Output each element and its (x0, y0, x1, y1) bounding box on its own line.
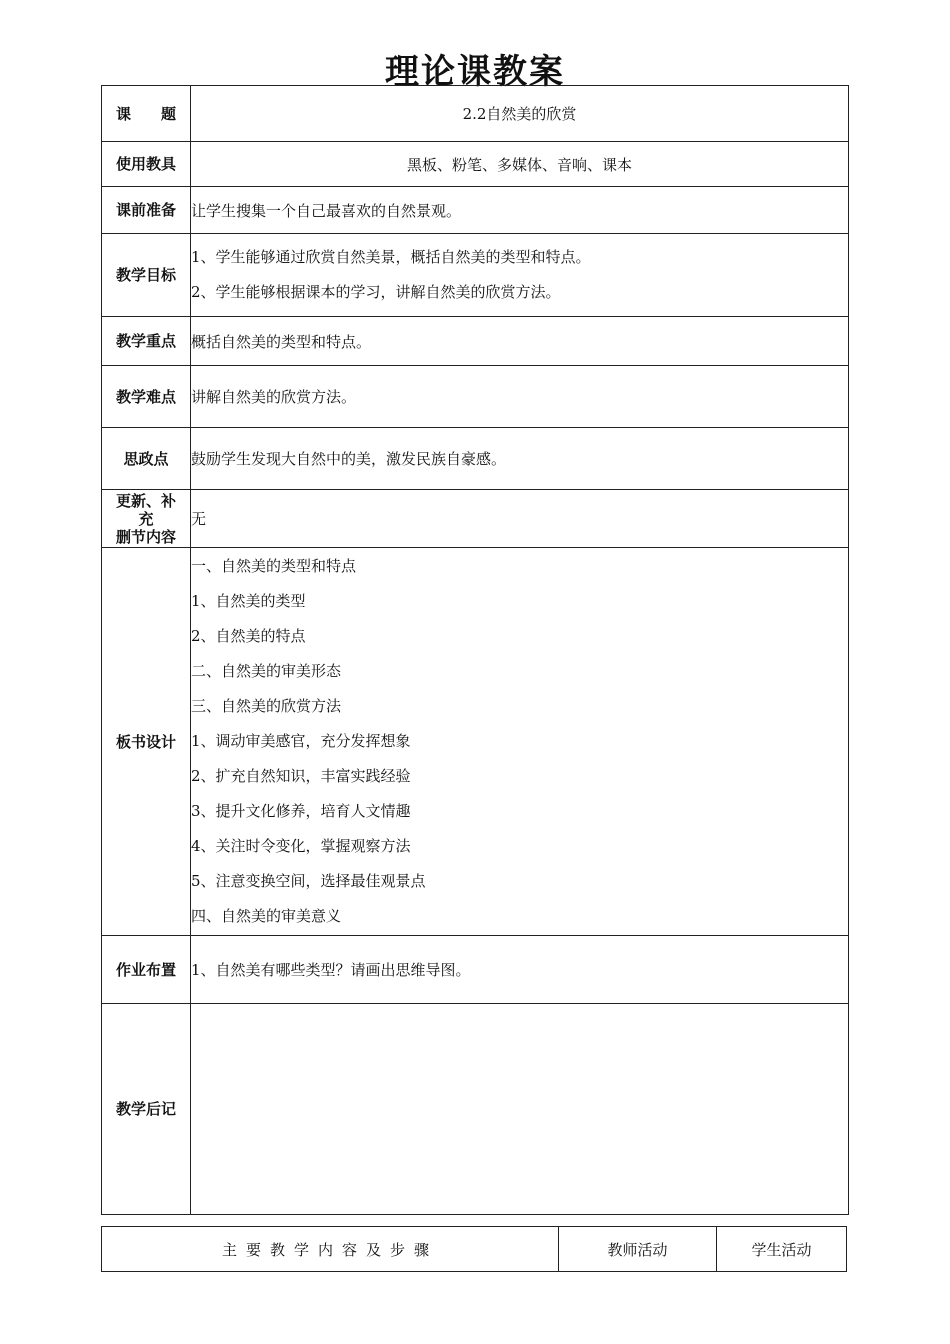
label-goals: 教学目标 (102, 234, 191, 317)
board-line: 四、自然美的审美意义 (191, 907, 342, 925)
row-key (102, 317, 849, 366)
value-ideology: 鼓励学生发现大自然中的美，激发民族自豪感。 (191, 428, 849, 490)
steps-header-row (102, 1227, 847, 1272)
label-board: 板书设计 (102, 548, 191, 936)
label-update-line: 删节内容 (115, 527, 176, 546)
goal-line: 1、学生能够通过欣赏自然美景，概括自然美的类型和特点。 (191, 248, 591, 266)
value-tools: 黑板、粉笔、多媒体、音响、课本 (191, 142, 849, 187)
label-topic: 课 题 (102, 86, 191, 142)
label-reflection: 教学后记 (102, 1004, 191, 1215)
value-reflection[interactable] (191, 1004, 849, 1215)
row-topic (102, 86, 849, 142)
board-line: 2、自然美的特点 (191, 627, 306, 645)
label-key: 教学重点 (102, 317, 191, 366)
row-ideology (102, 428, 849, 490)
value-homework: 1、自然美有哪些类型？请画出思维导图。 (191, 936, 849, 1004)
board-line: 1、调动审美感官，充分发挥想象 (191, 732, 411, 750)
value-prep: 让学生搜集一个自己最喜欢的自然景观。 (191, 187, 849, 234)
label-update-line: 更新、补 (115, 491, 176, 510)
label-difficult: 教学难点 (102, 366, 191, 428)
label-update (102, 490, 191, 548)
board-line: 二、自然美的审美形态 (191, 662, 342, 680)
row-goals (102, 234, 849, 317)
header-teacher-activity: 教师活动 (559, 1227, 717, 1272)
value-difficult: 讲解自然美的欣赏方法。 (191, 366, 849, 428)
value-key: 概括自然美的类型和特点。 (191, 317, 849, 366)
goal-line: 2、学生能够根据课本的学习，讲解自然美的欣赏方法。 (191, 283, 561, 301)
header-main-content: 主要教学内容及步骤 (102, 1227, 559, 1272)
row-update (102, 490, 849, 548)
row-board (102, 548, 849, 936)
board-line: 2、扩充自然知识，丰富实践经验 (191, 767, 411, 785)
value-board (191, 548, 849, 936)
board-line: 1、自然美的类型 (191, 592, 306, 610)
value-goals (191, 234, 849, 317)
label-prep: 课前准备 (102, 187, 191, 234)
board-line: 4、关注时令变化，掌握观察方法 (191, 837, 411, 855)
page-title: 理论课教案 (385, 52, 565, 92)
label-tools: 使用教具 (102, 142, 191, 187)
board-line: 5、注意变换空间，选择最佳观景点 (191, 872, 426, 890)
label-ideology: 思政点 (102, 428, 191, 490)
lesson-plan-table (101, 85, 849, 1215)
row-reflection (102, 1004, 849, 1215)
value-topic: 2.2自然美的欣赏 (191, 86, 849, 142)
value-update: 无 (191, 490, 849, 548)
label-update-line: 充 (138, 509, 154, 528)
header-student-activity: 学生活动 (717, 1227, 847, 1272)
row-tools (102, 142, 849, 187)
board-line: 一、自然美的类型和特点 (191, 557, 357, 575)
row-difficult (102, 366, 849, 428)
row-prep (102, 187, 849, 234)
board-line: 三、自然美的欣赏方法 (191, 697, 342, 715)
label-homework: 作业布置 (102, 936, 191, 1004)
steps-header-table (101, 1226, 847, 1272)
board-line: 3、提升文化修养，培育人文情趣 (191, 802, 411, 820)
row-homework (102, 936, 849, 1004)
